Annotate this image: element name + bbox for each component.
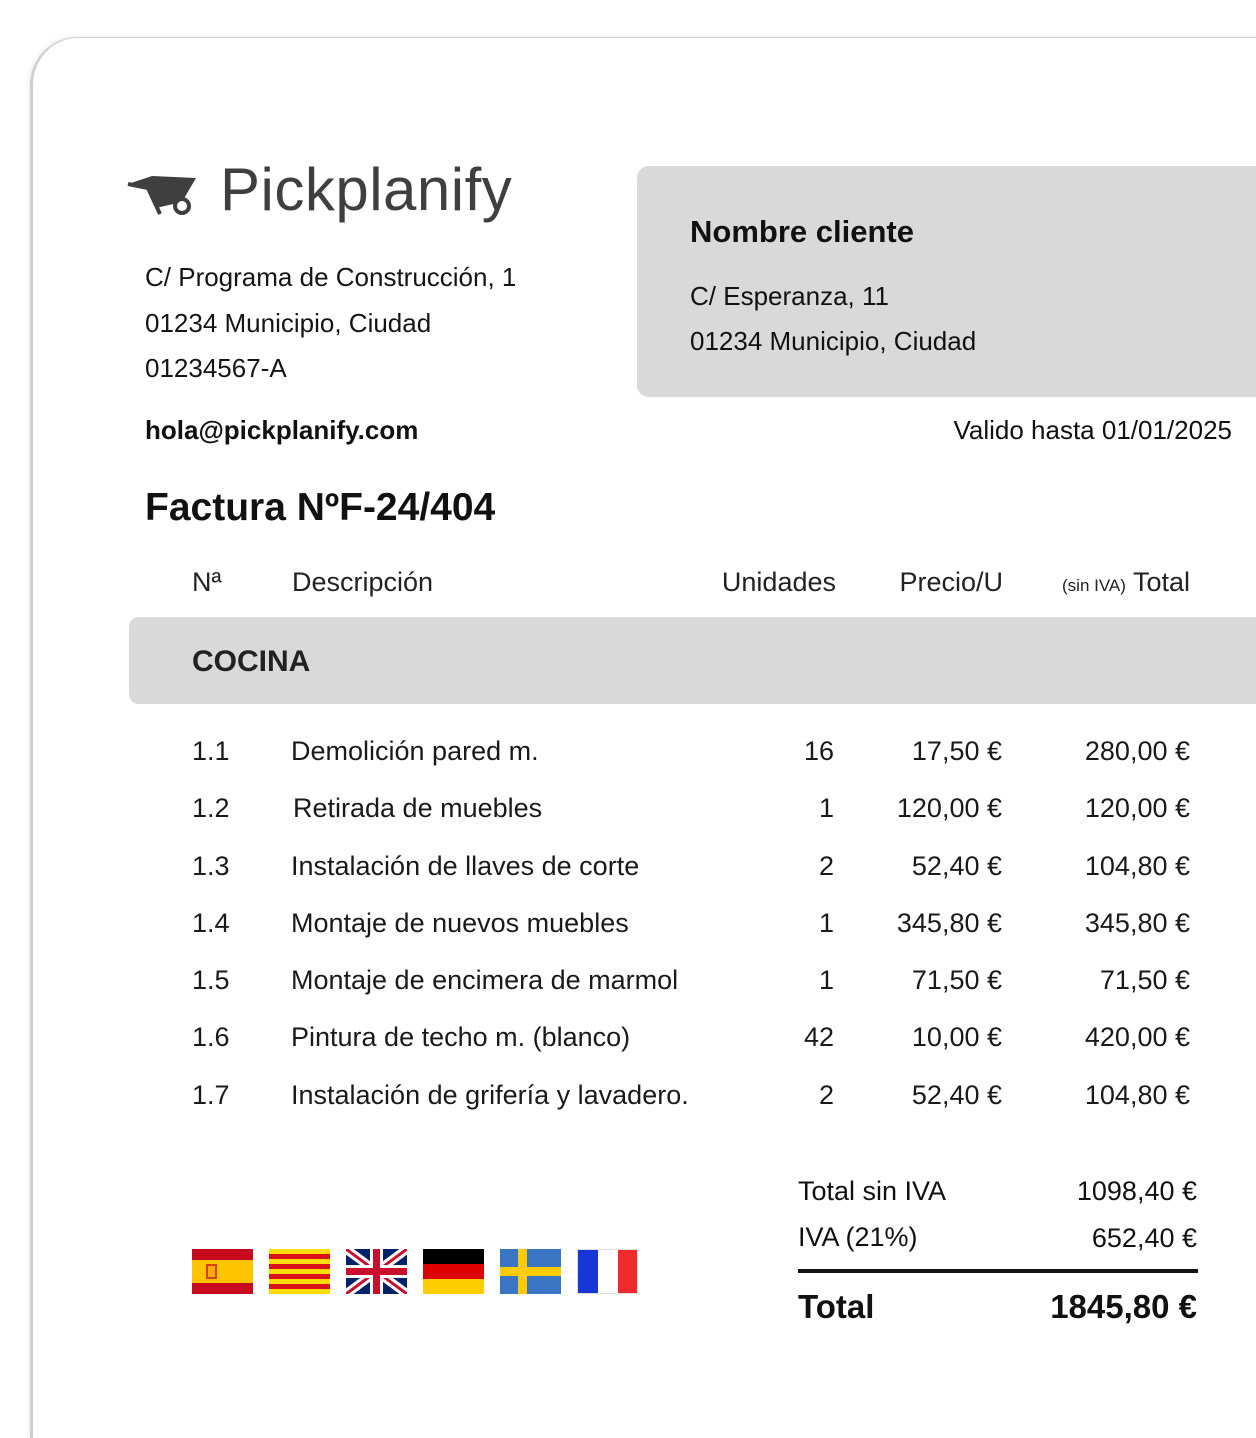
row-total: 345,80 €: [1084, 908, 1190, 938]
row-num: 1.1: [192, 736, 230, 766]
table-row: [0, 793, 1256, 833]
row-description: Montaje de encimera de marmol: [291, 965, 679, 995]
row-total: 104,80 €: [1084, 851, 1190, 881]
row-unit-price: 120,00 €: [896, 793, 1002, 823]
row-unit-price: 17,50 €: [911, 736, 1002, 766]
flag-catalonia-icon[interactable]: [269, 1249, 330, 1294]
header-total-label: Total: [1132, 567, 1190, 597]
company-address-line2: 01234 Municipio, Ciudad: [145, 308, 432, 338]
language-selector: [192, 1249, 638, 1294]
table-row: [0, 851, 1256, 891]
row-total: 280,00 €: [1084, 736, 1190, 766]
company-tax-id: 01234567-A: [145, 353, 287, 383]
row-unit-price: 52,40 €: [911, 851, 1002, 881]
flag-uk-icon[interactable]: [346, 1249, 407, 1294]
row-units: 1: [818, 908, 834, 938]
invoice-title: Factura NºF-24/404: [145, 486, 496, 529]
row-units: 16: [803, 736, 834, 766]
subtotal-value: 1098,40 €: [1076, 1176, 1197, 1206]
row-units: 1: [818, 793, 834, 823]
flag-spain-icon[interactable]: [192, 1249, 253, 1294]
header-unit-price: Precio/U: [899, 567, 1003, 597]
header-num: Nª: [192, 567, 222, 597]
section-title: COCINA: [192, 645, 311, 678]
company-logo: [126, 156, 513, 223]
row-units: 42: [803, 1022, 834, 1052]
grand-total-value: 1845,80 €: [1050, 1288, 1197, 1325]
row-units: 2: [818, 1080, 834, 1110]
row-description: Montaje de nuevos muebles: [291, 908, 629, 938]
row-num: 1.2: [192, 793, 230, 823]
valid-until: Valido hasta 01/01/2025: [953, 415, 1232, 445]
tax-label: IVA (21%): [798, 1222, 918, 1252]
row-unit-price: 52,40 €: [911, 1080, 1002, 1110]
company-email[interactable]: hola@pickplanify.com: [145, 415, 419, 445]
row-total: 104,80 €: [1084, 1080, 1190, 1110]
flag-germany-icon[interactable]: [423, 1249, 484, 1294]
row-unit-price: 345,80 €: [896, 908, 1002, 938]
row-description: Retirada de muebles: [293, 793, 543, 823]
row-description: Pintura de techo m. (blanco): [291, 1022, 631, 1052]
row-unit-price: 71,50 €: [911, 965, 1002, 995]
subtotal-label: Total sin IVA: [798, 1176, 947, 1206]
wheelbarrow-icon: [126, 164, 200, 216]
company-address-line1: C/ Programa de Construcción, 1: [145, 262, 517, 292]
table-row: [0, 1080, 1256, 1120]
row-num: 1.6: [192, 1022, 230, 1052]
totals-divider: [798, 1269, 1198, 1273]
table-row: [0, 1022, 1256, 1062]
tax-value: 652,40 €: [1091, 1223, 1197, 1253]
row-num: 1.3: [192, 851, 230, 881]
flag-sweden-icon[interactable]: [500, 1249, 561, 1294]
header-total: [1062, 567, 1190, 598]
client-address-line2: 01234 Municipio, Ciudad: [690, 326, 977, 356]
header-units: Unidades: [721, 567, 836, 597]
row-num: 1.4: [192, 908, 230, 938]
row-num: 1.7: [192, 1080, 230, 1110]
row-description: Demolición pared m.: [291, 736, 539, 766]
row-units: 1: [818, 965, 834, 995]
table-row: [0, 736, 1256, 776]
table-row: [0, 908, 1256, 948]
client-address-line1: C/ Esperanza, 11: [690, 281, 889, 311]
company-name: Pickplanify: [220, 156, 513, 223]
row-total: 420,00 €: [1084, 1022, 1190, 1052]
row-description: Instalación de llaves de corte: [291, 851, 640, 881]
client-name: Nombre cliente: [690, 214, 914, 249]
row-total: 71,50 €: [1099, 965, 1190, 995]
table-row: [0, 965, 1256, 1005]
row-unit-price: 10,00 €: [911, 1022, 1002, 1052]
row-units: 2: [818, 851, 834, 881]
header-total-note: (sin IVA): [1062, 576, 1126, 595]
row-description: Instalación de grifería y lavadero.: [291, 1080, 689, 1110]
grand-total-label: Total: [798, 1288, 875, 1325]
row-total: 120,00 €: [1084, 793, 1190, 823]
row-num: 1.5: [192, 965, 230, 995]
header-description: Descripción: [292, 567, 434, 597]
flag-france-icon[interactable]: [577, 1249, 638, 1294]
